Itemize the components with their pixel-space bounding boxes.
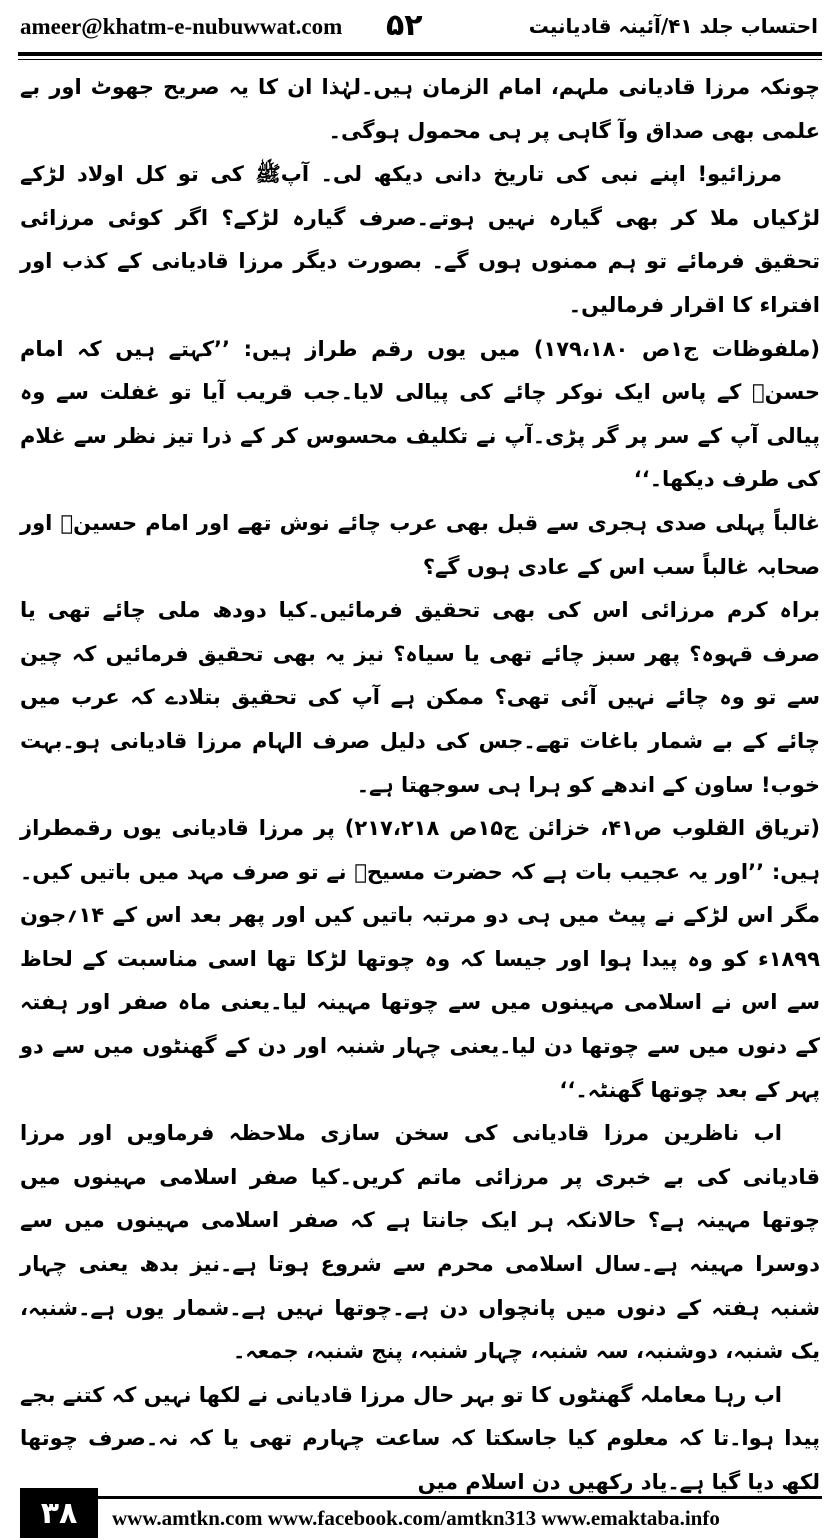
header-rule-thick [18,52,822,56]
paragraph-3: (ملفوظات ج۱ص ۱۷۹،۱۸۰) میں یوں رقم طراز ہیں: ’’کہتے ہیں کہ امام حسنؓ کے پاس ایک نوکر چائے کی پیالی لایا۔جب قریب آیا تو غفلت سے وہ پیالی آپ کے سر پر گر پڑی۔آپ نے تکلیف محسوس کر کے ذرا تیز نظر سے غلام کی طرف دیکھا۔‘‘ [20,336,821,492]
paragraph-5: براہ کرم مرزائی اس کی بھی تحقیق فرمائیں۔کیا دودھ ملی چائے تھی یا صرف قہوہ؟ پھر سبز چائے تھی یا سیاہ؟ نیز یہ بھی تحقیق فرمائیں کہ چین سے تو وہ چائے نہیں آئی تھی؟ ممکن ہے آپ کی تحقیق بتلادے کہ عرب میں چائے کے بے شمار باغات تھے۔جس کی دلیل صرف الہام مرزا قادیانی ہو۔بہت خوب! ساون کے اندھے کو ہرا ہی سوجھتا ہے۔ [20,598,820,797]
footer-rule [98,1496,822,1499]
header-email: ameer@khatm-e-nubuwwat.com [20,14,343,39]
paragraph-7: اب ناظرین مرزا قادیانی کی سخن سازی ملاحظہ فرماویں اور مرزا قادیانی کی بے خبری پر مرزائی ماتم کریں۔کیا صفر اسلامی مہینوں میں چوتھا مہینہ ہے؟ حالانکہ ہر ایک جانتا ہے کہ صفر اسلامی مہینوں میں سے دوسرا مہینہ ہے۔سال اسلامی محرم سے شروع ہوتا ہے۔نیز بدھ یعنی چہار شنبہ ہفتہ کے دنوں میں پانچواں دن ہے۔چوتھا نہیں ہے۔شمار یوں ہے۔شنبہ، یک شنبہ، دوشنبہ، سہ شنبہ، چہار شنبہ، پنج شنبہ، جمعہ۔ [20,1121,820,1364]
paragraph-4: غالباً پہلی صدی ہجری سے قبل بھی عرب چائے نوش تھے اور امام حسینؓ اور صحابہ غالباً سب اس کے عادی ہوں گے؟ [20,510,820,579]
page-header [0,0,840,56]
paragraph-2: مرزائیو! اپنے نبی کی تاریخ دانی دیکھ لی۔ آپﷺ کی تو کل اولاد لڑکے لڑکیاں ملا کر بھی گیارہ نہیں ہوتے۔صرف گیارہ لڑکے؟ اگر کوئی مرزائی تحقیق فرمائے تو ہم ممنوں ہوں گے۔ بصورت دیگر مرزا قادیانی کے کذب اور افتراء کا اقرار فرمالیں۔ [20,162,820,317]
footer-urls: www.amtkn.com www.facebook.com/amtkn313 www.emaktaba.info [112,1506,720,1530]
footer-page-number: ۳۸ [20,1488,98,1538]
page-footer [0,1484,840,1540]
paragraph-1: چونکہ مرزا قادیانی ملہم، امام الزمان ہیں۔لہٰذا ان کا یہ صریح جھوٹ اور بے علمی بھی صداق وآ گاہی پر ہی محمول ہوگی۔ [20,75,820,143]
paragraph-8: اب رہا معاملہ گھنٹوں کا تو بہر حال مرزا قادیانی نے لکھا نہیں کہ کتنے بجے پیدا ہوا۔تا کہ معلوم کیا جاسکتا کہ ساعت چہارم تھی یا کہ نہ۔صرف چوتھا لکھ دیا گیا ہے۔یاد رکھیں دن اسلام میں [20,1382,820,1494]
header-book-title: احتساب جلد ۴۱/آئینہ قادیانیت [528,14,818,38]
header-rule-thin [18,59,822,60]
paragraph-6: (تریاق القلوب ص۴۱، خزائن ج۱۵ص ۲۱۷،۲۱۸) پر مرزا قادیانی یوں رقمطراز ہیں: ’’اور یہ عجیب بات ہے کہ حضرت مسیحؑ نے تو صرف مہد میں باتیں کیں۔مگر اس لڑکے نے پیٹ میں ہی دو مرتبہ باتیں کیں اور پھر بعد اس کے ۱۴؍جون ۱۸۹۹ء کو وہ پیدا ہوا اور جیسا کہ وہ چوتھا لڑکا تھا اسی مناسبت کے لحاظ سے اس نے اسلامی مہینوں میں سے چوتھا مہینہ لیا۔یعنی ماہ صفر اور ہفتہ کے دنوں میں سے چوتھا دن لیا۔یعنی چہار شنبہ اور دن کے گھنٹوں میں سے دو پہر کے بعد چوتھا گھنٹہ۔‘‘ [20,816,820,1102]
body-text [20,66,821,1494]
header-page-number: ۵۲ [386,8,423,43]
